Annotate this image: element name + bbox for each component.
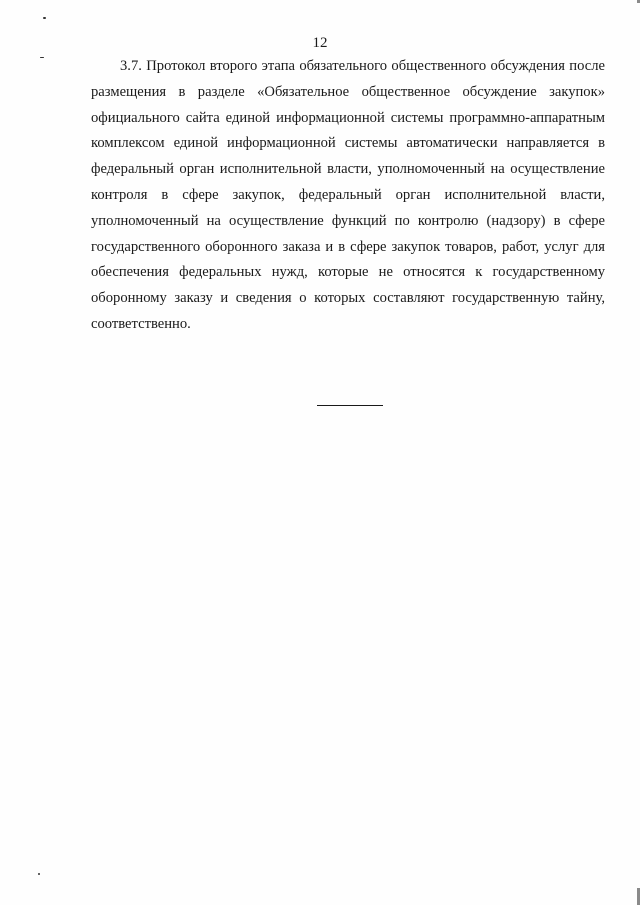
paragraph-3-7: 3.7. Протокол второго этапа обязательного общественного обсуждения после размещения в разделе «Обязательное общественное обсуждение закупок» официального сайта единой информационной системы программно-аппаратным комплексом единой информационной системы автоматически направляется в федеральный орган исполнительной власти, уполномоченный на осуществление контроля в сфере закупок, федеральный орган исполнительной власти, уполномоченный на осуществление функций по контролю (надзору) в сфере государственного оборонного заказа и в сфере закупок товаров, работ, услуг для обеспечения федеральных нужд, которые не относятся к государственному оборонному заказу и сведения о которых составляют государственную тайну, соответственно.	[91, 58, 605, 332]
scan-speck	[40, 57, 44, 58]
end-of-text-rule	[317, 405, 383, 406]
scan-speck	[43, 17, 46, 19]
scan-speck	[38, 873, 40, 875]
page-number: 12	[312, 35, 328, 51]
